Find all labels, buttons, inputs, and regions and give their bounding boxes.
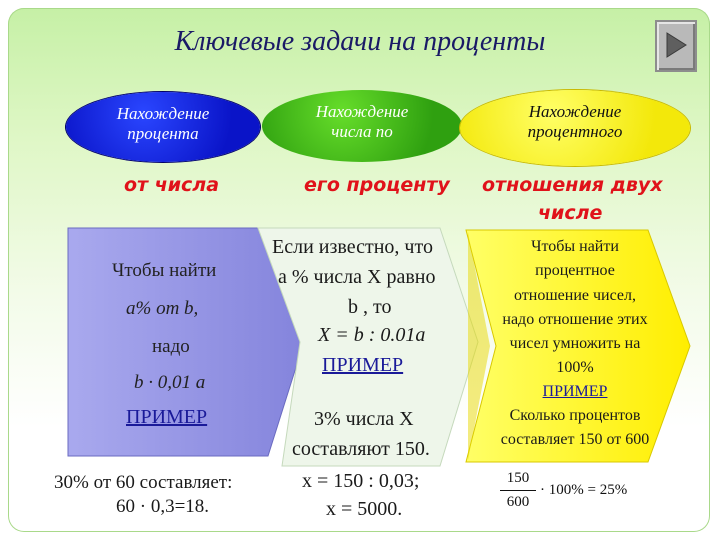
- col2-line4: X = b : 0.01a: [318, 324, 426, 346]
- col1-bottom-line2: 60 · 0,3=18.: [116, 496, 210, 517]
- col2-line6: составляют 150.: [292, 438, 430, 460]
- col2-line2: а % числа Х равно: [278, 266, 436, 288]
- formula-rest: · 100% = 25%: [540, 482, 628, 498]
- col2-line7: х = 150 : 0,03;: [302, 470, 420, 492]
- col2-line3: b , то: [348, 296, 392, 318]
- oval-line1: Нахождение: [528, 102, 622, 121]
- col2-line5: 3% числа Х: [314, 408, 414, 430]
- oval-line1: Нахождение: [315, 102, 409, 121]
- col3-example-link[interactable]: ПРИМЕР: [542, 383, 608, 400]
- col2-example-link[interactable]: ПРИМЕР: [322, 354, 404, 376]
- col2-line1: Если известно, что: [272, 236, 433, 258]
- col3-line2: процентное: [535, 262, 615, 279]
- slide-title: Ключевые задачи на проценты: [174, 26, 546, 57]
- oval-line2: числа по: [331, 122, 393, 141]
- label-from-number: от числа: [124, 174, 220, 196]
- col3-line5: чисел умножить на: [509, 335, 641, 352]
- col3-line7: Сколько процентов: [509, 407, 641, 424]
- label-ratio-of-two: отношения двух: [482, 174, 663, 196]
- oval-line2: процентного: [527, 122, 623, 141]
- col2-line8: х = 5000.: [326, 498, 403, 520]
- col3-line8: составляет 150 от 600: [500, 431, 650, 448]
- oval-line2: процента: [127, 124, 199, 143]
- formula-numerator: 150: [506, 470, 530, 486]
- col1-line1: Чтобы найти: [112, 260, 217, 281]
- col1-line2: a% от b,: [126, 298, 199, 319]
- col1-line4: b · 0,01 a: [134, 372, 206, 393]
- col1-line3: надо: [152, 336, 190, 357]
- col1-example-link[interactable]: ПРИМЕР: [126, 406, 208, 428]
- col3-line6: 100%: [556, 359, 594, 376]
- oval-line1: Нахождение: [116, 104, 210, 123]
- col3-line4: надо отношение этих: [502, 311, 648, 328]
- label-by-its-percent: его проценту: [304, 174, 450, 196]
- formula-fraction-bar: [500, 490, 536, 491]
- col3-line1: Чтобы найти: [531, 238, 619, 255]
- col1-bottom-line1: 30% от 60 составляет:: [54, 472, 233, 493]
- formula-denominator: 600: [506, 494, 530, 510]
- label-numbers: числе: [538, 202, 603, 224]
- col3-line3: отношение чисел,: [514, 287, 636, 304]
